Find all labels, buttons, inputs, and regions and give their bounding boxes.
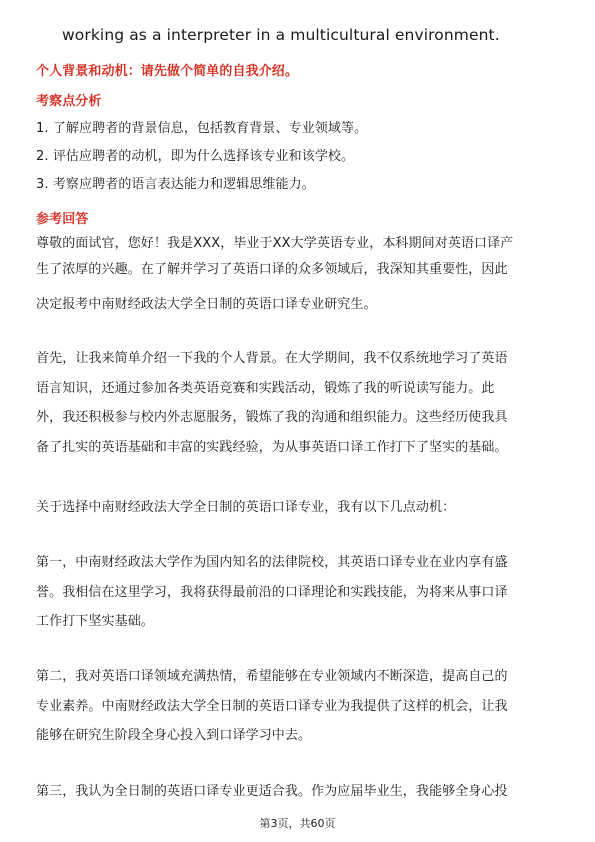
answer-line: 语言知识，还通过参加各类英语竞赛和实践活动，锻炼了我的听说读写能力。此 [36,381,495,396]
carry-over-line: working as a interpreter in a multicultural environment. [62,26,500,44]
question-heading: 个人背景和动机：请先做个简单的自我介绍。 [36,64,299,79]
answer-line: 第二，我对英语口译领域充满热情，希望能够在专业领域内不断深造，提高自己的 [36,669,508,684]
answer-line: 工作打下坚实基础。 [36,614,154,629]
answer-line: 誉。我相信在这里学习，我将获得最前沿的口译理论和实践技能，为将来从事口译 [36,585,508,600]
answer-line: 首先，让我来简单介绍一下我的个人背景。在大学期间，我不仅系统地学习了英语 [36,351,508,366]
analysis-item: 1. 了解应聘者的背景信息，包括教育背景、专业领域等。 [36,121,368,136]
answer-line: 能够在研究生阶段全身心投入到口译学习中去。 [36,728,312,743]
answer-line: 决定报考中南财经政法大学全日制的英语口译专业研究生。 [36,297,377,312]
answer-line: 专业素养。中南财经政法大学全日制的英语口译专业为我提供了这样的机会，让我 [36,699,508,714]
answer-line: 尊敬的面试官，您好！我是XXX，毕业于XX大学英语专业，本科期间对英语口译产 [36,236,514,251]
answer-line: 第一，中南财经政法大学作为国内知名的法律院校，其英语口译专业在业内享有盛 [36,555,508,570]
answer-heading: 参考回答 [36,212,89,227]
answer-line: 备了扎实的英语基础和丰富的实践经验，为从事英语口译工作打下了坚实的基础。 [36,440,508,455]
answer-line: 第三，我认为全日制的英语口译专业更适合我。作为应届毕业生，我能够全身心投 [36,784,508,799]
answer-line: 关于选择中南财经政法大学全日制的英语口译专业，我有以下几点动机： [36,500,456,515]
analysis-heading: 考察点分析 [36,94,102,109]
analysis-item: 3. 考察应聘者的语言表达能力和逻辑思维能力。 [36,177,315,192]
answer-line: 外，我还积极参与校内外志愿服务，锻炼了我的沟通和组织能力。这些经历使我具 [36,410,508,425]
answer-line: 生了浓厚的兴趣。在了解并学习了英语口译的众多领域后，我深知其重要性，因此 [36,262,508,277]
page-number: 第3页，共60页 [259,817,336,830]
analysis-item: 2. 评估应聘者的动机，即为什么选择该专业和该学校。 [36,149,355,164]
